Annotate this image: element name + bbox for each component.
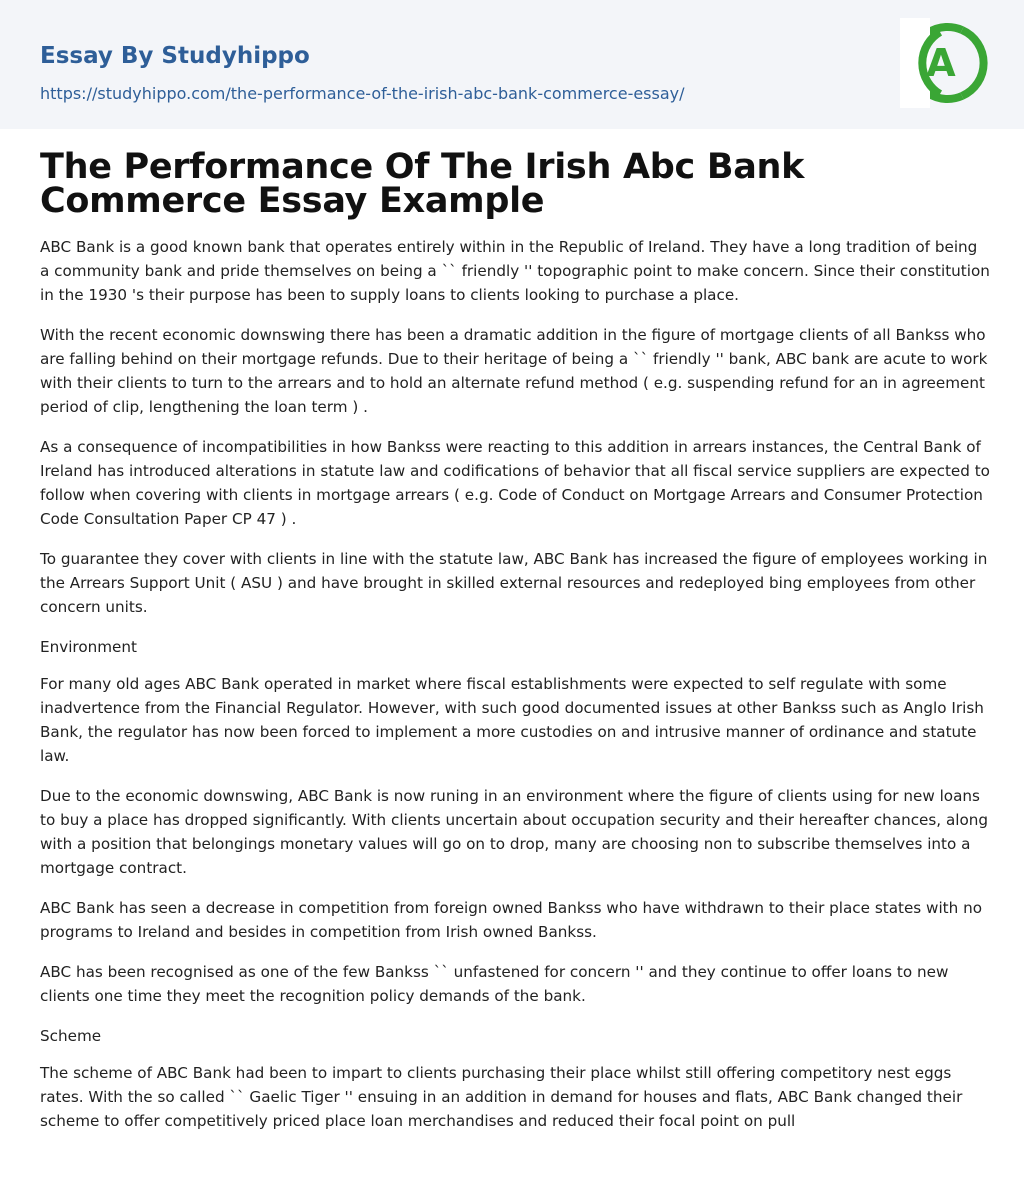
article-body: [40, 235, 990, 1149]
logo-letter: A: [926, 41, 956, 85]
paragraph: With the recent economic downswing there has been a dramatic addition in the figure of mortgage clients of all Bankss who are falling behind on their mortgage refunds. Due to their heritage of being a `` friendly '' bank, ABC bank are acute to work with their clients to turn to the arrears and to hold an alternate refund method ( e.g. suspending refund for an in agreement period of clip, lengthening the loan term ) .: [40, 326, 988, 416]
site-title[interactable]: Essay By Studyhippo: [40, 43, 310, 69]
paragraph: ABC Bank has seen a decrease in competition from foreign owned Bankss who have withdrawn to their place states with no programs to Ireland and besides in competition from Irish owned Bankss.: [40, 899, 983, 941]
paragraph: As a consequence of incompatibilities in how Bankss were reacting to this addition in arrears instances, the Central Bank of Ireland has introduced alterations in statute law and codifications of behavior that all fiscal service suppliers are expected to follow when covering with clients in mortgage arrears ( e.g. Code of Conduct on Mortgage Arrears and Consumer Protection Code Consultation Paper CP 47 ) .: [40, 438, 990, 528]
paragraph: The scheme of ABC Bank had been to impart to clients purchasing their place whilst still offering competitory nest eggs rates. With the so called `` Gaelic Tiger '' ensuing in an addition in demand for houses and flats, ABC Bank changed their scheme to offer competitively priced place loan merchandises and reduced their focal point on pull: [40, 1064, 963, 1130]
paragraph: ABC Bank is a good known bank that operates entirely within in the Republic of Ireland. They have a long tradition of being a community bank and pride themselves on being a `` friendly '' topographic point to make concern. Since their constitution in the 1930 's their purpose has been to supply loans to clients looking to purchase a place.: [40, 238, 990, 304]
section-heading-environment: Environment: [40, 638, 137, 656]
page-title: The Performance Of The Irish Abc Bank Commerce Essay Example: [40, 147, 805, 221]
paragraph: Due to the economic downswing, ABC Bank is now runing in an environment where the figure of clients using for new loans to buy a place has dropped significantly. With clients uncertain about occupation security and their hereafter chances, along with a position that belongings monetary values will go on to drop, many are choosing non to subscribe themselves into a mortgage contract.: [40, 787, 989, 877]
paragraph: For many old ages ABC Bank operated in market where fiscal establishments were expected to self regulate with some inadvertence from the Financial Regulator. However, with such good documented issues at other Bankss such as Anglo Irish Bank, the regulator has now been forced to implement a more custodies on and intrusive manner of ordinance and statute law.: [40, 675, 984, 765]
page-url-link[interactable]: https://studyhippo.com/the-performance-of-the-irish-abc-bank-commerce-essay/: [40, 84, 685, 103]
paragraph: ABC has been recognised as one of the few Bankss `` unfastened for concern '' and they continue to offer loans to new clients one time they meet the recognition policy demands of the bank.: [40, 963, 949, 1005]
section-heading-scheme: Scheme: [40, 1027, 102, 1045]
paragraph: To guarantee they cover with clients in line with the statute law, ABC Bank has increased the figure of employees working in the Arrears Support Unit ( ASU ) and have brought in skilled external resources and redeployed bing employees from other concern units.: [40, 550, 988, 616]
